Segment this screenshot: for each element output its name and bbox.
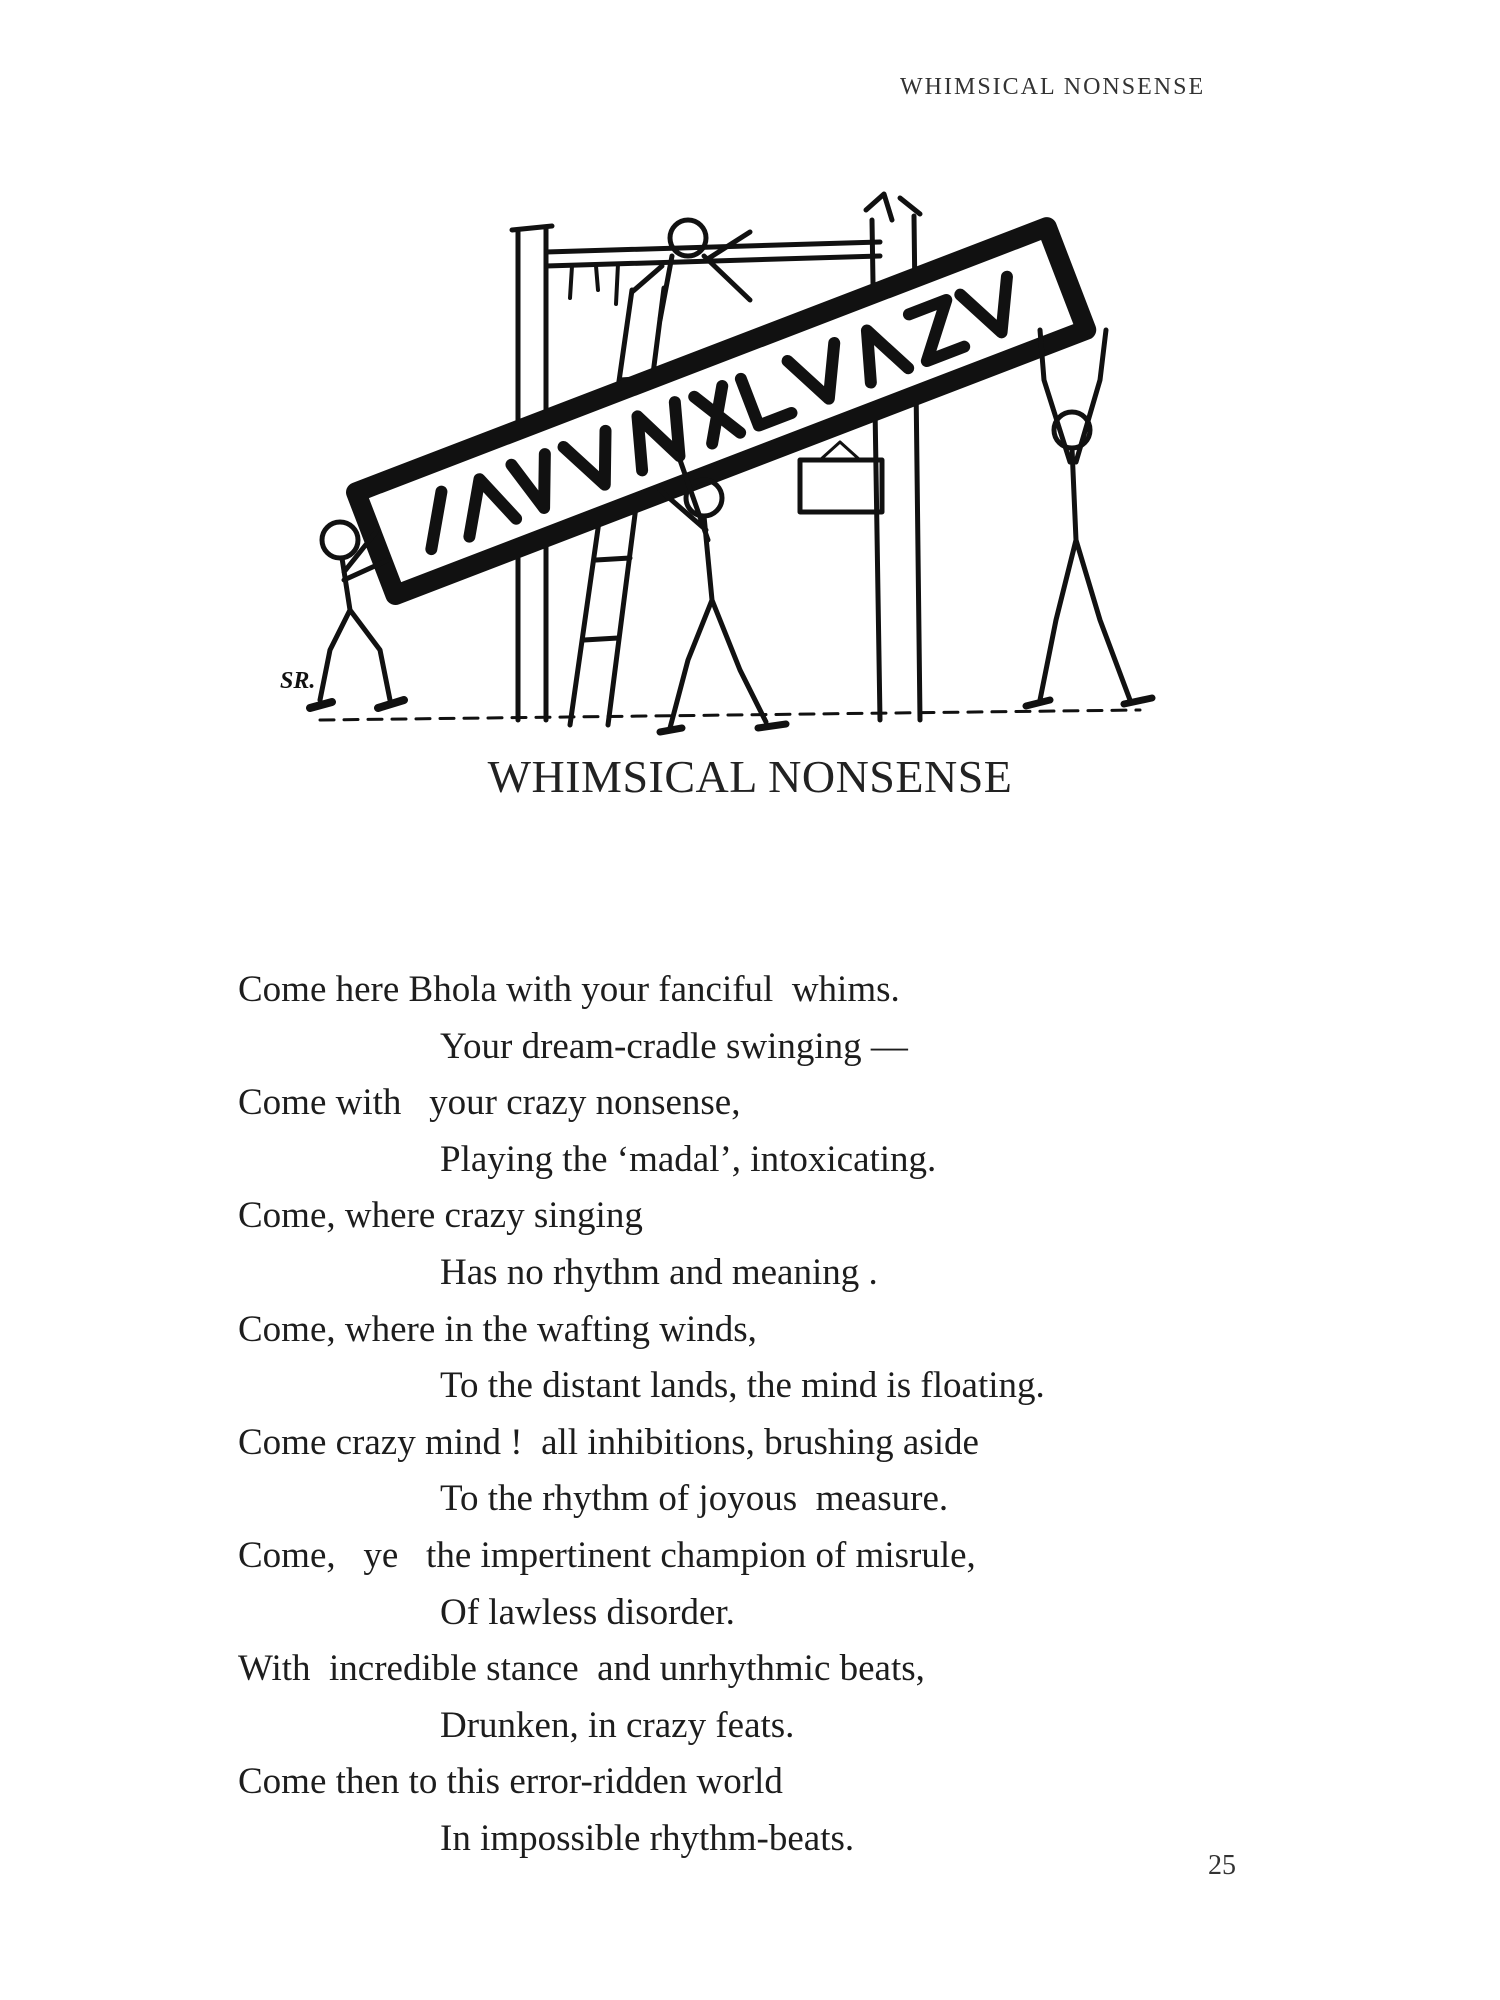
poem-line: To the distant lands, the mind is floating.: [440, 1365, 1045, 1406]
poem-line: In impossible rhythm-beats.: [440, 1818, 855, 1859]
poem-line: Your dream-cradle swinging —: [440, 1026, 908, 1067]
poem-line: Come, where in the wafting winds,: [238, 1309, 757, 1350]
poem-line: Come crazy mind ! all inhibitions, brushing aside: [238, 1422, 979, 1463]
artist-signature: SR.: [280, 668, 316, 694]
poem-line: Has no rhythm and meaning .: [440, 1252, 878, 1293]
poem-line: To the rhythm of joyous measure.: [440, 1478, 949, 1519]
poem-line: Come, where crazy singing: [238, 1195, 643, 1236]
page-number: 25: [1208, 1850, 1236, 1881]
poem-line: Come with your crazy nonsense,: [238, 1082, 741, 1123]
cartoon-signboard-illustration: [280, 180, 1210, 760]
poem-line: With incredible stance and unrhythmic beats,: [238, 1648, 925, 1689]
poem-line: Come here Bhola with your fanciful whims.: [238, 969, 900, 1010]
poem-line: Come, ye the impertinent champion of misrule,: [238, 1535, 976, 1576]
poem-line: Drunken, in crazy feats.: [440, 1705, 795, 1746]
page-title: WHIMSICAL NONSENSE: [487, 751, 1013, 802]
poem-line: Playing the ‘madal’, intoxicating.: [440, 1139, 937, 1180]
poem-line: Come then to this error-ridden world: [238, 1761, 783, 1802]
running-head: WHIMSICAL NONSENSE: [900, 74, 1206, 100]
poem-line: Of lawless disorder.: [440, 1592, 735, 1633]
